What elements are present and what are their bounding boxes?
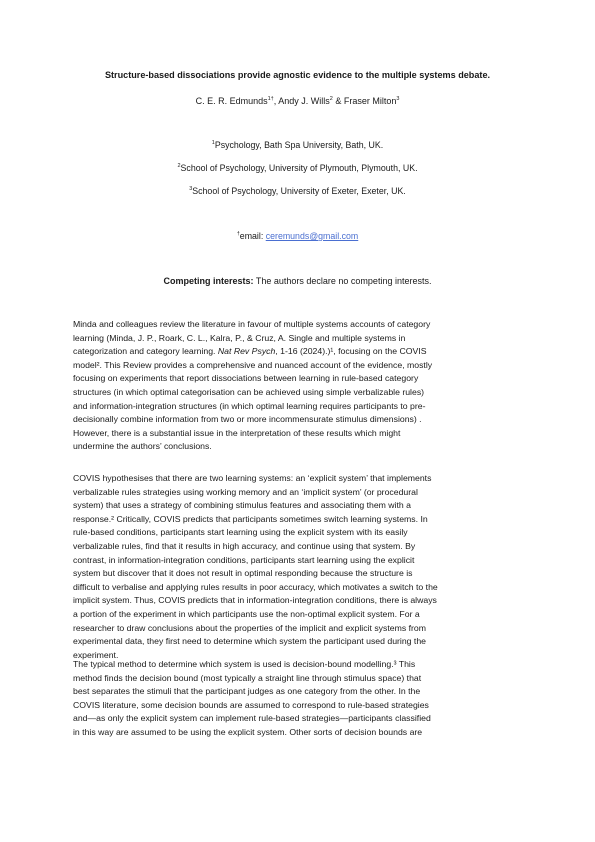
email-link[interactable]: ceremunds@gmail.com	[265, 231, 359, 241]
paragraph: COVIS hypothesises that there are two learning systems: an ‘explicit system’ that implements verbalizable rules strategies using working memory and an ‘implicit system’ (or procedural system) that uses a strategy of combining stimulus features and associating them with a response.² Critically, COVIS predicts that participants sometimes switch learning systems. In rule-based conditions, participants start learning using the explicit system with its easily verbalizable rules, find that it results in high accuracy, and continue using that system. By contrast, in information-integration conditions, participants start learning using the explicit system but discover that it does not result in optimal responding because the structure is difficult to verbalise and applying rules results in poor accuracy, which motivates a switch to the implicit system. Thus, COVIS predicts that in information-integration conditions, there is always a portion of the experiment in which participants use the non-optimal explicit system. For a researcher to draw conclusions about the properties of the implicit and explicit systems from experimental data, they first need to determine which system the participant used during the experiment.	[73, 473, 438, 660]
author-name: Fraser Milton	[343, 96, 397, 106]
author-sup: 3	[396, 96, 400, 102]
journal-name: Nat Rev Psych	[217, 346, 276, 357]
author-list: C. E. R. Edmunds$^{1\dagger}$, Andy J. Wills$^2$ & Fraser Milton$^3$	[195, 96, 400, 106]
author-sup: 2	[329, 96, 333, 102]
competing-label: Competing interests:	[163, 276, 254, 286]
author-sup: 1†	[267, 96, 274, 102]
author-name: C. E. R. Edmunds	[195, 96, 268, 106]
author-name: Andy J. Wills	[278, 96, 330, 106]
affiliation: $^3$School of Psychology, University of Exeter, Exeter, UK.	[189, 186, 406, 196]
affiliation: $^2$School of Psychology, University of Plymouth, Plymouth, UK.	[177, 163, 418, 173]
paper-title: Structure-based dissociations provide agnostic evidence to the multiple systems debate.	[104, 70, 491, 80]
affiliation: $^1$Psychology, Bath Spa University, Bath, UK.	[211, 140, 384, 150]
paragraph: Minda and colleagues review the literature in favour of multiple systems accounts of category learning (Minda, J. P., Roark, C. L., Kalra, P., & Cruz, A. Single and multiple systems in categorization and category learning. Nat Rev Psych, 1-16 (2024).)¹, focusing on the COVIS model². This Review provides a comprehensive and nuanced account of the evidence, mostly focusing on experiments that report dissociations between learning in rule-based category structures (in which optimal categorisation can be achieved using simple verbalizable rules) and information-integration structures (in which optimal learning requires participants to pre- decisionally combine information from two or more incommensurate stimulus dimensions) . However, there is a substantial issue in the interpretation of these results which might undermine the authors’ conclusions.	[73, 319, 433, 452]
contact-email: †email: ceremunds@gmail.com	[236, 231, 359, 241]
competing-interests: Competing interests: The authors declare no competing interests.	[163, 276, 432, 286]
paragraph: The typical method to determine which system is used is decision-bound modelling.³ This method finds the decision bound (most typically a straight line through stimulus space) that best separates the stimuli that the participant judges as one category from the other. In the COVIS literature, some decision bounds are assumed to correspond to rule-based strategies and—as only the explicit system can implement rule-based strategies—participants classified in this way are assumed to be using the explicit system. Other sorts of decision bounds are	[73, 659, 431, 737]
